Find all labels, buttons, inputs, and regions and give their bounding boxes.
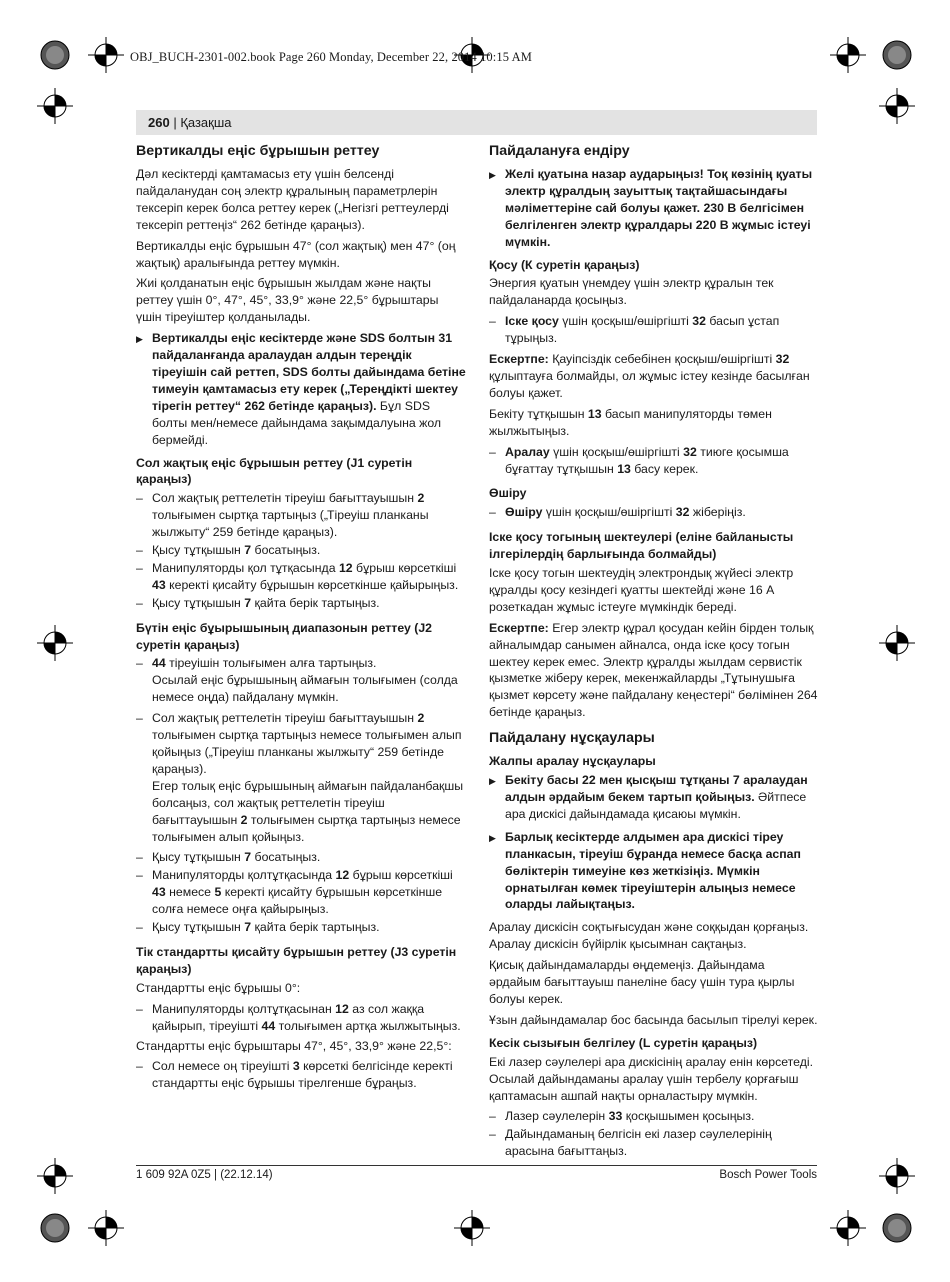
list-item: – 44 тіреуішін толығымен алға тартыңыз. Осылай еңіс бұрышының аймағын толығымен (солда немесе оңда) пайдалану мүмкін. (136, 655, 466, 706)
list-item: – Сол немесе оң тіреуішті 3 көрсеткі белгісінде керекті стандартты еңіс бұрышы тірелгенше бұраңыз. (136, 1058, 466, 1092)
left-column (136, 142, 466, 1093)
list-item: – Аралау үшін қосқыш/өшіргішті 32 тиюге қосымша бұғаттау тұтқышын 13 басу керек. (489, 444, 819, 478)
heading-vertical-bevel: Вертикалды еңіс бұрышын реттеу (136, 143, 380, 159)
heading-j2: Бүтін еңіс бұырышының диапазонын реттеу (J2 суретін қараңыз) (136, 620, 433, 652)
heading-switch-on: Қосу (К суретін қараңыз) (489, 257, 640, 272)
heading-working-advice: Пайдалану нұсқаулары (489, 730, 655, 747)
paragraph: Стандартты еңіс бұрышы 0°: (136, 980, 301, 995)
paragraph: Жиі қолданатын еңіс бұрышын жылдам және нақты реттеу үшін 0°, 47°, 45°, 33,9° және 22,5° бұрыштары үшін тіреуіштер қолданылады. (136, 276, 439, 325)
heading-general-sawing: Жалпы аралау нұсқаулары (489, 754, 656, 769)
list-item: – Сол жақтық реттелетін тіреуіш бағыттауышын 2 толығымен сыртқа тартыңыз („Тіреуіш планканы жылжыту“ 259 бетінде қараңыз). (136, 490, 466, 541)
page-number: 260 (148, 115, 170, 130)
paragraph: Энергия қуатын үнемдеу үшін электр құралын тек пайдаланарда қосыңыз. (489, 276, 774, 308)
note: Ескертпе: Қауіпсіздік себебінен қосқыш/өшіргішті 32 құлыптауға болмайды, ол жұмыс істеу кезінде басылған болуы қажет. (489, 352, 810, 400)
heading-starting-current: Іске қосу тогының шектеулері (еліне байланысты ілгерілердің барлығында болмайды) (489, 530, 794, 562)
heading-j3: Тік стандартты қисайту бұрышын реттеу (J3 суретін қараңыз) (136, 944, 457, 976)
paragraph: Іске қосу тогын шектеудің электрондық жүйесі электр құралды қосу кезіндегі қуатты шектейді және 16 А розеткадан жұмыс істеуге мүмкіндік береді. (489, 566, 794, 614)
list-item: – Өшіру үшін қосқыш/өшіргішті 32 жіберіңіз. (489, 504, 819, 521)
page-header-bar (136, 110, 817, 135)
paragraph: Екі лазер сәулелері ара дискісінің аралау енін көрсетеді. Осылай дайындаманы аралау үшін тербелу қорғағыш қаптамасын ашпай нақты орналастыру мүмкін. (489, 1054, 814, 1103)
footer-doc-number: 1 609 92A 0Z5 | (22.12.14) (136, 1169, 273, 1181)
list-item: – Қысу тұтқышын 7 босатыңыз. (136, 849, 466, 866)
list-item: – Сол жақтық реттелетін тіреуіш бағыттауышын 2 толығымен сыртқа тартыңыз немесе толығымен алып қойыңыз („Тіреуіш планканы жылжыту“ 259 бетінде қараңыз). Егер толық еңіс бұрышының аймағын пайдаланбақшы болсаңыз, сол жақтық реттелетін тіреуіш бағыттауышын 2 толығымен сыртқа тартыңыз немесе толығымен алып қойыңыз. (136, 710, 466, 845)
file-info: OBJ_BUCH-2301-002.book Page 260 Monday, December 22, 2014 10:15 AM (130, 50, 532, 64)
footer-brand: Bosch Power Tools (719, 1169, 817, 1181)
warning-item: ▶ Вертикалды еңіс кесіктерде және SDS болтын 31 пайдаланғанда аралаудан алдын тереңдік тіреуішін сай реттеп, SDS болты дайындама бетіне тимеуін қамтамасыз ету керек („Тереңдікті шектеу тірегін реттеу“ 262 бетінде қараңыз). Бұл SDS болты мен/немесе дайындама зақымдалуына жол бермейді. (136, 330, 466, 448)
heading-start-up: Пайдалануға ендіру (489, 143, 630, 159)
right-column (489, 142, 819, 1161)
list-item: – Қысу тұтқышын 7 босатыңыз. (136, 542, 466, 559)
language-label: Қазақша (180, 115, 232, 130)
heading-switch-off: Өшіру (489, 486, 527, 501)
list-item: – Лазер сәулелерін 33 қосқышымен қосыңыз. (489, 1108, 819, 1125)
list-item: – Іске қосу үшін қосқыш/өшіргішті 32 басып ұстап тұрыңыз. (489, 313, 819, 347)
paragraph: Қисық дайындамаларды өңдемеңіз. Дайындама әрдайым бағыттауыш панеліне басу үшін тура қырлы болуы керек. (489, 958, 795, 1006)
warning-item: ▶ Бекіту басы 22 мен қысқыш тұтқаны 7 аралаудан алдын әрдайым бекем тартып қойыңыз. Әйтпесе ара дискісі дайындамада қисаюы мүмкін. (489, 772, 819, 823)
list-item: – Қысу тұтқышын 7 қайта берік тартыңыз. (136, 595, 466, 612)
paragraph: Вертикалды еңіс бұрышын 47° (сол жақтық) мен 47° (оң жақтық) аралығында реттеу мүмкін. (136, 238, 456, 270)
list-item: – Дайындаманың белгісін екі лазер сәулелерінің арасына бағыттаңыз. (489, 1126, 819, 1160)
page-header: 260 | Қазақша (148, 115, 232, 130)
list-item: – Қысу тұтқышын 7 қайта берік тартыңыз. (136, 919, 466, 936)
note: Ескертпе: Егер электр құрал қосудан кейін бірден толық айналымдар санымен айналса, онда іске қосу тогын шектеу керек емес. Электр құралды жылдам сервистік қызметке жіберу керек, мекенжайларды „Тұтынушыға қызмет көрсету және пайдалану кеңестері“ бөлімінен 264 бетінде қараңыз. (489, 620, 818, 720)
paragraph: Аралау дискісін соқтығысудан және соққыдан қорғаңыз. Аралау дискісін бүйірлік қысымнан сақтаңыз. (489, 920, 809, 952)
heading-j1: Сол жақтық еңіс бұрышын реттеу (J1 суретін қараңыз) (136, 455, 413, 487)
list-item: – Манипуляторды қолтұтқасынан 12 аз сол жаққа қайырып, тіреуішті 44 толығымен артқа жылжытыңыз. (136, 1001, 466, 1035)
warning-item: ▶ Желі қуатына назар аударыңыз! Тоқ көзінің қуаты электр құралдың зауыттық тақтайшасындағы мәліметтеріне сай болуы қажет. 230 В белгісімен белгіленген электр құралдары 220 В жұмыс істеуі мүмкін. (489, 166, 819, 251)
list-item: – Манипуляторды қолтұтқасында 12 бұрыш көрсеткіші 43 немесе 5 керекті қисайту бұрышын көрсеткінше солға немесе оңға қайырыңыз. (136, 867, 466, 918)
paragraph: Бекіту тұтқышын 13 басып манипуляторды төмен жылжытыңыз. (489, 406, 772, 438)
heading-laser: Кесік сызығын белгілеу (L суретін қараңыз) (489, 1035, 758, 1050)
paragraph: Стандартты еңіс бұрыштары 47°, 45°, 33,9° және 22,5°: (136, 1038, 452, 1053)
paragraph: Ұзын дайындамалар бос басында басылып тірелуі керек. (489, 1012, 818, 1027)
page-footer (136, 1165, 817, 1181)
list-item: – Манипуляторды қол тұтқасында 12 бұрыш көрсеткіші 43 керекті қисайту бұрышын көрсеткінше қайырыңыз. (136, 560, 466, 594)
paragraph: Дәл кесіктерді қамтамасыз ету үшін белсенді пайдаланудан соң электр құралының параметрлерін тексеріп керек болса реттеу керек („Негізгі реттеулерді тексеріп реттеңіз“ 262 бетінде қараңыз). (136, 167, 449, 232)
warning-item: ▶ Барлық кесіктерде алдымен ара дискісі тіреу планкасын, тіреуіш бұранда немесе басқа аспап бөліктерін тимеуіне көз жеткізіңіз. Мүмкін орнатылған көмек тіреуіштерін алыңыз немесе оларды лайықтаңыз. (489, 829, 819, 914)
